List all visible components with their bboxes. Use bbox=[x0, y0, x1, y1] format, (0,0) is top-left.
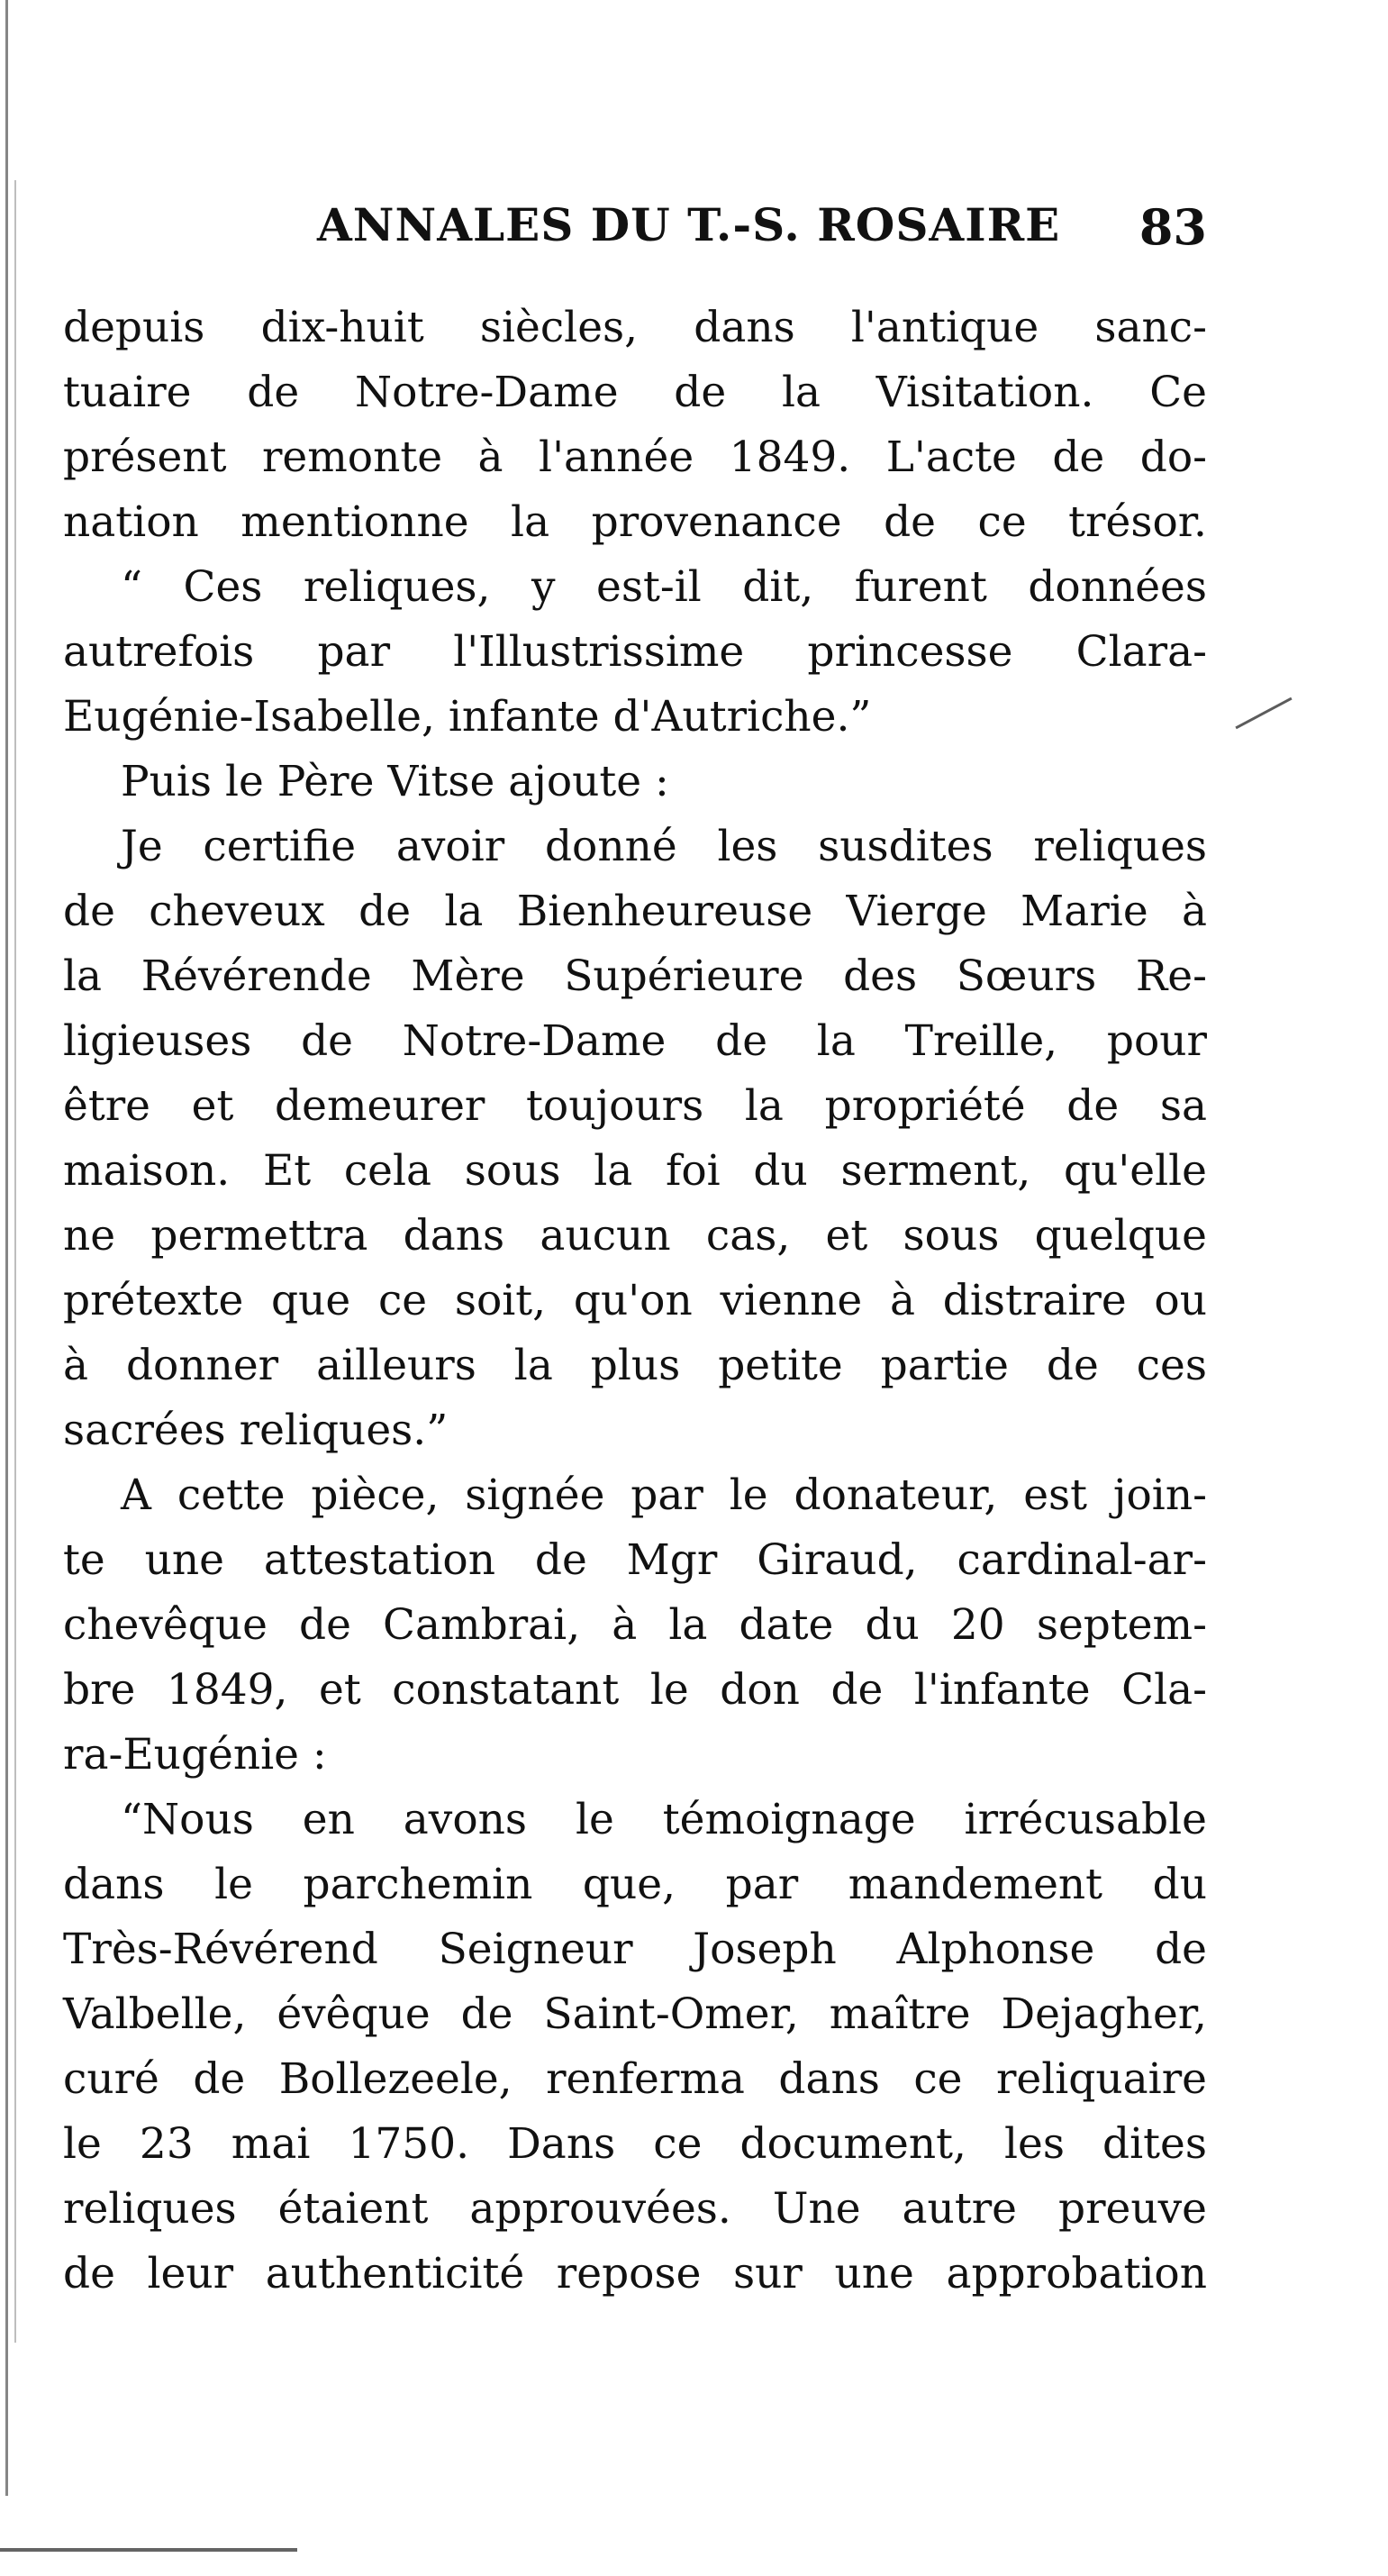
bottom-edge-rule bbox=[0, 2548, 297, 2552]
text-line: Je certifie avoir donné les susdites reliques bbox=[121, 822, 1207, 871]
text-line: ne permettra dans aucun cas, et sous quelque bbox=[63, 1211, 1207, 1261]
text-line: “Nous en avons le témoignage irrécusable bbox=[121, 1795, 1207, 1844]
text-line: de leur authenticité repose sur une approbation bbox=[63, 2249, 1207, 2298]
text-line: à donner ailleurs la plus petite partie de ces bbox=[63, 1341, 1207, 1390]
margin-pen-mark bbox=[1235, 697, 1292, 730]
text-line: maison. Et cela sous la foi du serment, qu'elle bbox=[63, 1146, 1207, 1196]
text-line: Puis le Père Vitse ajoute : bbox=[121, 757, 669, 806]
text-line: sacrées reliques.” bbox=[63, 1406, 449, 1455]
body-text bbox=[63, 296, 1207, 2307]
text-line: prétexte que ce soit, qu'on vienne à distraire ou bbox=[63, 1276, 1207, 1325]
text-line: présent remonte à l'année 1849. L'acte de do- bbox=[63, 432, 1207, 482]
text-line: curé de Bollezeele, renferma dans ce reliquaire bbox=[63, 2054, 1207, 2104]
text-line: le 23 mai 1750. Dans ce document, les dites bbox=[63, 2119, 1207, 2169]
text-line: “ Ces reliques, y est-il dit, furent données bbox=[121, 562, 1207, 612]
text-line: nation mentionne la provenance de ce trésor. bbox=[63, 497, 1207, 547]
text-line: tuaire de Notre-Dame de la Visitation. Ce bbox=[63, 368, 1207, 417]
page-header bbox=[63, 198, 1207, 261]
binding-edge-inner-shadow bbox=[14, 180, 16, 2343]
text-line: de cheveux de la Bienheureuse Vierge Marie à bbox=[63, 887, 1207, 936]
text-line: chevêque de Cambrai, à la date du 20 septem- bbox=[63, 1600, 1207, 1650]
text-line: être et demeurer toujours la propriété de sa bbox=[63, 1081, 1207, 1131]
text-line: dans le parchemin que, par mandement du bbox=[63, 1860, 1207, 1909]
text-line: te une attestation de Mgr Giraud, cardinal-ar- bbox=[63, 1535, 1207, 1585]
text-line: ra-Eugénie : bbox=[63, 1730, 327, 1780]
text-line: reliques étaient approuvées. Une autre preuve bbox=[63, 2184, 1207, 2234]
page-number: 83 bbox=[1139, 198, 1207, 256]
running-title: ANNALES DU T.-S. ROSAIRE bbox=[317, 198, 1061, 251]
text-line: ligieuses de Notre-Dame de la Treille, pour bbox=[63, 1016, 1207, 1066]
text-line: autrefois par l'Illustrissime princesse Clara- bbox=[63, 627, 1207, 677]
text-line: depuis dix-huit siècles, dans l'antique sanc- bbox=[63, 303, 1207, 352]
text-line: bre 1849, et constatant le don de l'infante Cla- bbox=[63, 1665, 1207, 1715]
text-line: Eugénie-Isabelle, infante d'Autriche.” bbox=[63, 692, 872, 742]
text-line: A cette pièce, signée par le donateur, est join- bbox=[121, 1470, 1207, 1520]
text-line: Valbelle, évêque de Saint-Omer, maître Dejagher, bbox=[63, 1989, 1207, 2039]
text-line: la Révérende Mère Supérieure des Sœurs Re- bbox=[63, 951, 1207, 1001]
text-line: Très-Révérend Seigneur Joseph Alphonse de bbox=[63, 1925, 1207, 1974]
binding-edge-shadow bbox=[5, 0, 8, 2496]
